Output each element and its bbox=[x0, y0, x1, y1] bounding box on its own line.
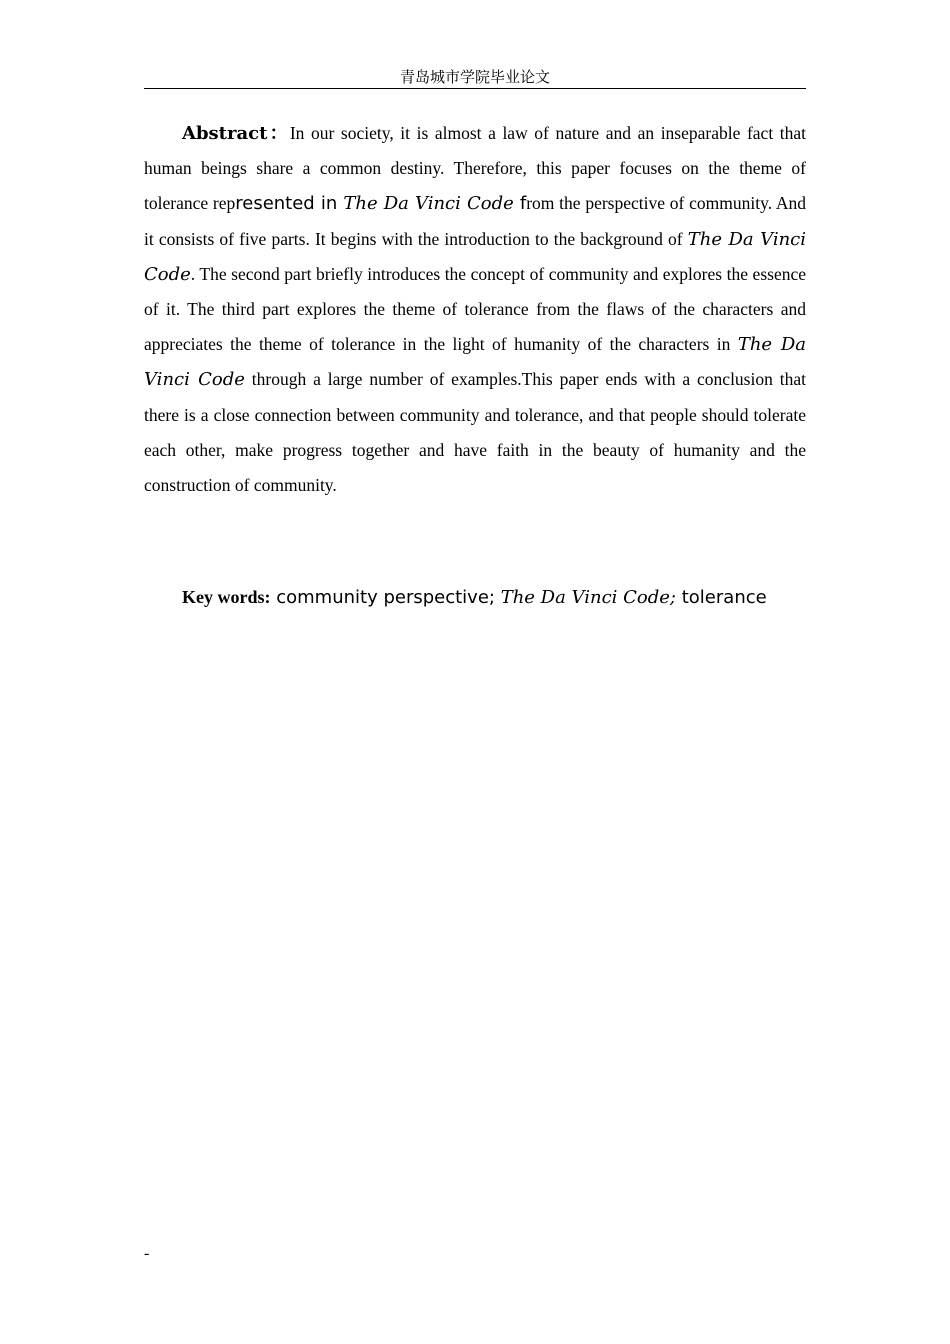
abstract-text-3: f bbox=[513, 193, 527, 215]
abstract-label: Abstract： bbox=[182, 123, 290, 144]
abstract-text-6: through a large number of examples.This paper ends with a conclusion that there is a close connection between community and tolerance, and that people should tolerate each other, make progress together and have faith in the beauty of humanity and the construction of community. bbox=[144, 369, 806, 496]
abstract-text-2: resented in bbox=[235, 193, 344, 215]
abstract-text-5: . The second part briefly introduces the concept of community and explores the essence of it. The third part explores the theme of tolerance from the flaws of the characters and appreciates the theme of tolerance in the light of humanity of the characters in bbox=[144, 263, 806, 355]
book-title-2: The Da Vinci Code bbox=[144, 228, 807, 285]
page-header: 青岛城市学院毕业论文 bbox=[144, 66, 806, 89]
book-title-3: The Da Vinci Code bbox=[144, 334, 807, 391]
book-title-1: The Da Vinci Code bbox=[343, 193, 514, 215]
keyword-3: tolerance bbox=[676, 587, 767, 608]
keyword-2: The Da Vinci Code; bbox=[500, 587, 677, 608]
keywords-label: Key words: bbox=[182, 587, 271, 607]
abstract-text-4: rom the perspective of community. And it consists of five parts. It begins with the introduction to the background of bbox=[144, 193, 807, 249]
keywords-line bbox=[144, 580, 806, 616]
abstract-text-1: In our society, it is almost a law of nature and an inseparable fact that human beings share a common destiny. Therefore, this paper focuses on the theme of tolerance rep bbox=[144, 123, 807, 214]
abstract-paragraph bbox=[144, 116, 806, 503]
page-footer-mark: - bbox=[144, 1245, 150, 1262]
keyword-1: community perspective; bbox=[270, 587, 501, 608]
